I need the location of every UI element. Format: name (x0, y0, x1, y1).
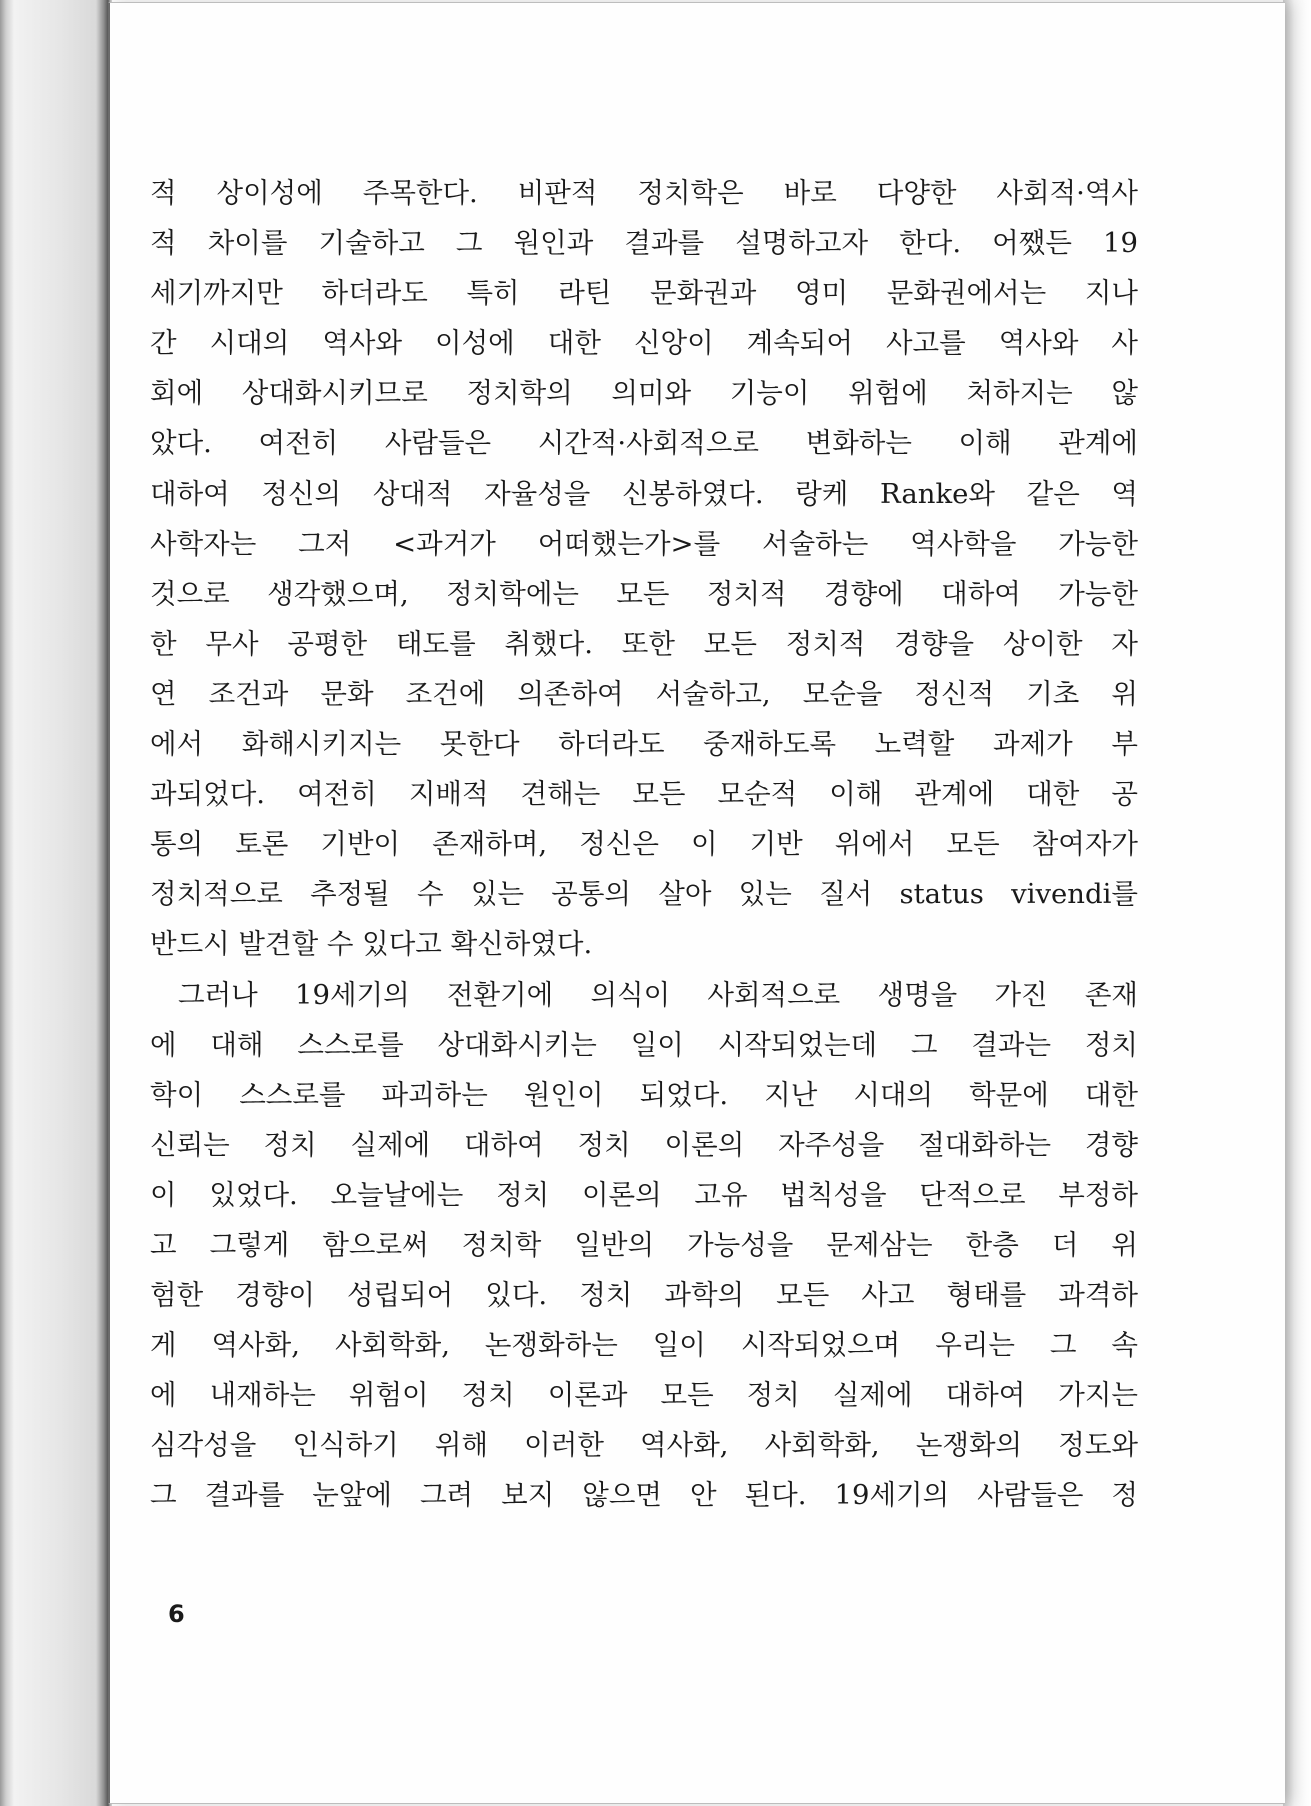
text-line: 적 차이를 기술하고 그 원인과 결과를 설명하고자 한다. 어쨌든 19 (150, 227, 1138, 260)
text-line: 게 역사화, 사회학화, 논쟁화하는 일이 시작되었으며 우리는 그 속 (150, 1329, 1138, 1362)
page-body-text (150, 168, 1138, 1521)
text-line: 반드시 발견할 수 있다고 확신하였다. (150, 928, 593, 961)
text-line: 그 결과를 눈앞에 그려 보지 않으면 안 된다. 19세기의 사람들은 정 (150, 1479, 1138, 1512)
text-line: 과되었다. 여전히 지배적 견해는 모든 모순적 이해 관계에 대한 공 (150, 778, 1138, 811)
text-line: 이 있었다. 오늘날에는 정치 이론의 고유 법칙성을 단적으로 부정하 (150, 1178, 1138, 1211)
page-number: 6 (168, 1600, 185, 1628)
text-line: 에서 화해시키지는 못한다 하더라도 중재하도록 노력할 과제가 부 (150, 728, 1138, 761)
text-line: 세기까지만 하더라도 특히 라틴 문화권과 영미 문화권에서는 지나 (150, 277, 1138, 310)
text-line: 사학자는 그저 <과거가 어떠했는가>를 서술하는 역사학을 가능한 (150, 527, 1138, 560)
text-line: 고 그렇게 함으로써 정치학 일반의 가능성을 문제삼는 한층 더 위 (150, 1228, 1138, 1261)
text-line: 연 조건과 문화 조건에 의존하여 서술하고, 모순을 정신적 기초 위 (150, 677, 1138, 710)
text-line: 간 시대의 역사와 이성에 대한 신앙이 계속되어 사고를 역사와 사 (150, 327, 1138, 360)
text-line: 정치적으로 추정될 수 있는 공통의 살아 있는 질서 status vivendi를 (150, 878, 1138, 911)
text-line: 에 내재하는 위험이 정치 이론과 모든 정치 실제에 대하여 가지는 (150, 1379, 1138, 1412)
text-line: 것으로 생각했으며, 정치학에는 모든 정치적 경향에 대하여 가능한 (150, 577, 1138, 610)
text-line: 에 대해 스스로를 상대화시키는 일이 시작되었는데 그 결과는 정치 (150, 1028, 1138, 1061)
text-line: 적 상이성에 주목한다. 비판적 정치학은 바로 다양한 사회적·역사 (150, 177, 1138, 209)
text-line: 회에 상대화시키므로 정치학의 의미와 기능이 위험에 처하지는 않 (150, 377, 1138, 410)
book-binding-edge (0, 0, 112, 1806)
text-line: 심각성을 인식하기 위해 이러한 역사화, 사회학화, 논쟁화의 정도와 (150, 1429, 1138, 1462)
text-line: 한 무사 공평한 태도를 취했다. 또한 모든 정치적 경향을 상이한 자 (150, 627, 1138, 660)
text-line: 학이 스스로를 파괴하는 원인이 되었다. 지난 시대의 학문에 대한 (150, 1078, 1138, 1111)
text-line: 험한 경향이 성립되어 있다. 정치 과학의 모든 사고 형태를 과격하 (150, 1279, 1138, 1312)
text-line: 그러나 19세기의 전환기에 의식이 사회적으로 생명을 가진 존재 (178, 978, 1138, 1011)
text-line: 신뢰는 정치 실제에 대하여 정치 이론의 자주성을 절대화하는 경향 (150, 1128, 1138, 1161)
text-line: 대하여 정신의 상대적 자율성을 신봉하였다. 랑케 Ranke와 같은 역 (150, 477, 1138, 510)
text-line: 통의 토론 기반이 존재하며, 정신은 이 기반 위에서 모든 참여자가 (150, 828, 1138, 861)
book-right-edge (1283, 0, 1311, 1806)
text-line: 았다. 여전히 사람들은 시간적·사회적으로 변화하는 이해 관계에 (150, 427, 1138, 460)
